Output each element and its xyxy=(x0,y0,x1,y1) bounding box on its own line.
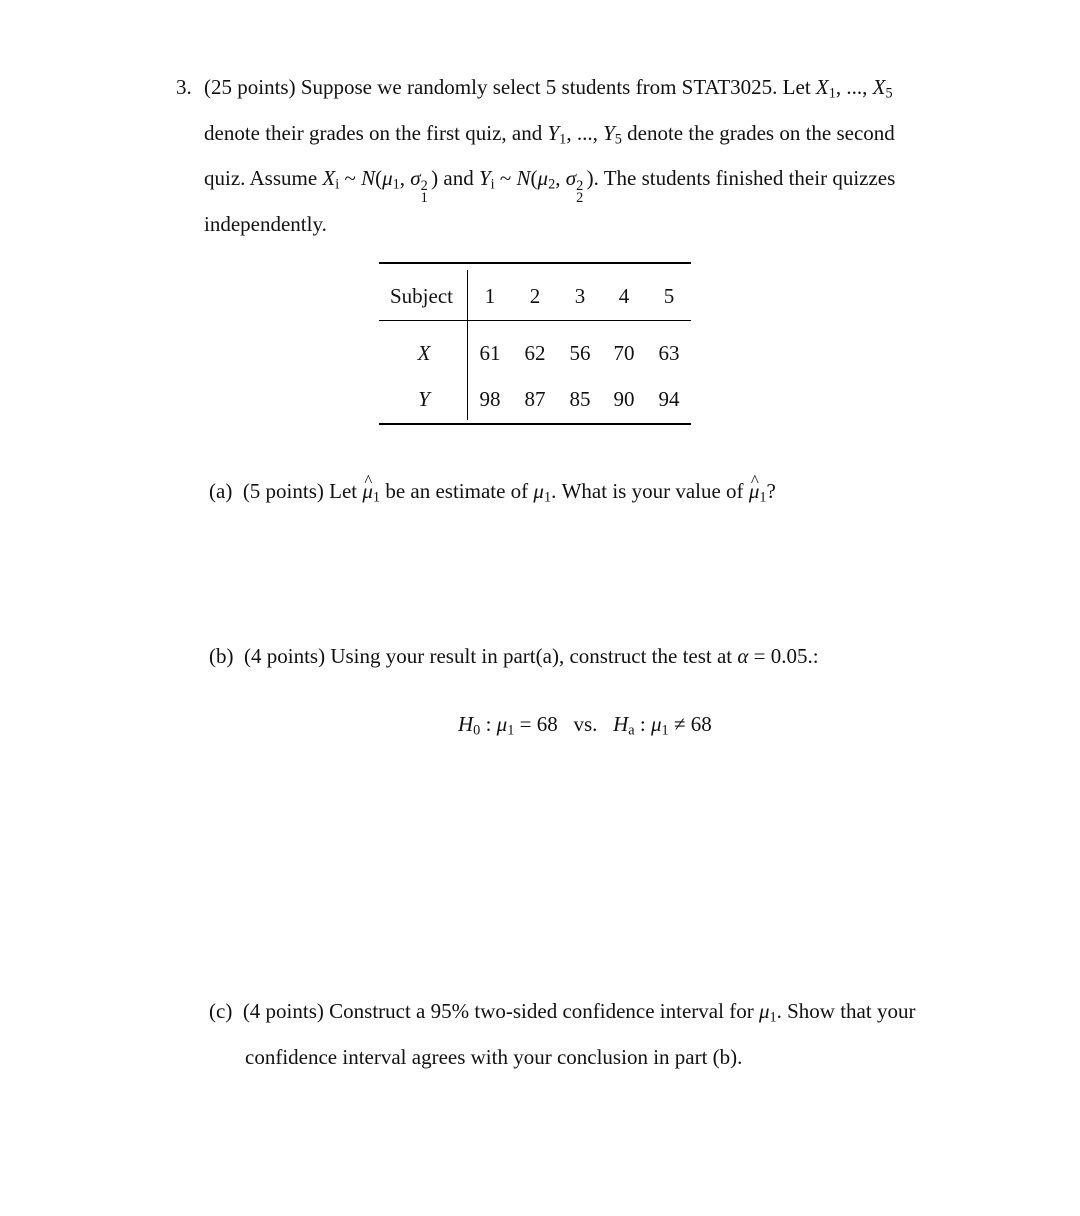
question-line-3-text-c: . The students finished their quizzes xyxy=(593,166,896,190)
question-line-3 xyxy=(204,166,896,206)
table-value-cell: 94 xyxy=(658,387,680,411)
table-value-cell: 62 xyxy=(524,341,546,365)
table-subject-cell: 4 xyxy=(618,284,630,308)
part-c-text-1: Construct a xyxy=(329,999,431,1023)
table-top-rule xyxy=(379,262,691,264)
math-mu1-hat: ^ $\mu_1$ xyxy=(749,479,767,504)
table-subject-cell: 2 xyxy=(529,284,541,308)
part-a-text-3: . What is your value of xyxy=(551,479,749,503)
math-ha: $H_a$ : $\mu_1$ ≠ xyxy=(613,712,686,739)
table-value-cell: 61 xyxy=(479,341,501,365)
part-c-label: (c) xyxy=(209,999,233,1023)
question-line-3-text-b: and xyxy=(438,166,479,190)
table-subject-cell: 5 xyxy=(663,284,675,308)
part-a-text-4: ? xyxy=(766,479,776,503)
table-header-rule xyxy=(379,320,691,321)
question-intro-text: Suppose we randomly select 5 students from STAT3025. Let xyxy=(300,75,816,99)
table-value-cell: 90 xyxy=(613,387,635,411)
table-bottom-rule xyxy=(379,423,691,425)
part-c-text-2: two-sided confidence interval for xyxy=(469,999,759,1023)
question-line-2-text-b: denote the grades on the second xyxy=(621,121,895,145)
part-b-text: Using your result in part(a), construct the test at xyxy=(330,644,738,668)
math-x-sequence: $X_1$, ..., $X_5$ xyxy=(815,75,893,102)
table-value-cell: 85 xyxy=(569,387,591,411)
question-number: 3. xyxy=(176,75,192,99)
table-value-cell: 98 xyxy=(479,387,501,411)
math-h0: $H_0$ : $\mu_1$ = xyxy=(458,712,532,739)
table-value-cell: 70 xyxy=(613,341,635,365)
table-value-cell: 87 xyxy=(524,387,546,411)
hypotheses xyxy=(458,712,712,737)
table-subject-cell: 3 xyxy=(574,284,586,308)
part-c-line-1 xyxy=(209,999,915,1024)
table-row-label-x: X xyxy=(417,341,431,365)
question-points: (25 points) xyxy=(204,75,296,99)
table-header-label: Subject xyxy=(390,284,453,308)
part-c-percent: 95% xyxy=(430,999,470,1023)
table-value-cell: 56 xyxy=(569,341,591,365)
question-line-2 xyxy=(204,121,895,146)
part-b: (b) (4 points) Using your result in part(a), construct the test at α = 0.05.: xyxy=(209,644,819,668)
table-column-divider xyxy=(467,270,468,420)
math-mu1: $\mu_1$ xyxy=(758,999,777,1026)
question-line-1 xyxy=(204,75,893,100)
part-c-line-2: confidence interval agrees with your conclusion in part (b). xyxy=(245,1045,743,1069)
table-row-label-y: Y xyxy=(418,387,430,411)
part-b-alpha-value: 0.05.: xyxy=(770,644,819,668)
part-b-points: (4 points) xyxy=(244,644,326,668)
math-mu1-hat: ^ $\mu_1$ xyxy=(362,479,380,504)
part-c-text-3: . Show that your xyxy=(776,999,916,1023)
part-b-label: (b) xyxy=(209,644,234,668)
ha-value: 68 xyxy=(690,712,712,736)
math-mu1: $\mu_1$ xyxy=(533,479,552,506)
question-line-4: independently. xyxy=(204,212,327,236)
data-table xyxy=(379,262,691,425)
question-line-2-text-a: denote their grades on the first quiz, and xyxy=(204,121,548,145)
part-c-points: (4 points) xyxy=(242,999,324,1023)
math-y-distribution: $Y_i$ ~ $N(\mu_2$, σ 2 2 ) xyxy=(478,166,594,206)
math-y-sequence: $Y_1$, ..., $Y_5$ xyxy=(547,121,622,148)
part-a-text-1: Let xyxy=(329,479,363,503)
part-a-label: (a) xyxy=(209,479,233,503)
question-line-3-text-a: quiz. Assume xyxy=(204,166,323,190)
hypotheses-vs: vs. xyxy=(573,712,598,736)
table-subject-cell: 1 xyxy=(484,284,496,308)
math-x-distribution: $X_i$ ~ $N(\mu_1$, σ 2 1 ) xyxy=(322,166,439,206)
math-alpha: α xyxy=(737,644,749,668)
h0-value: 68 xyxy=(536,712,558,736)
table-value-cell: 63 xyxy=(658,341,680,365)
part-a-points: (5 points) xyxy=(242,479,324,503)
part-a xyxy=(209,479,776,504)
part-a-text-2: be an estimate of xyxy=(380,479,534,503)
